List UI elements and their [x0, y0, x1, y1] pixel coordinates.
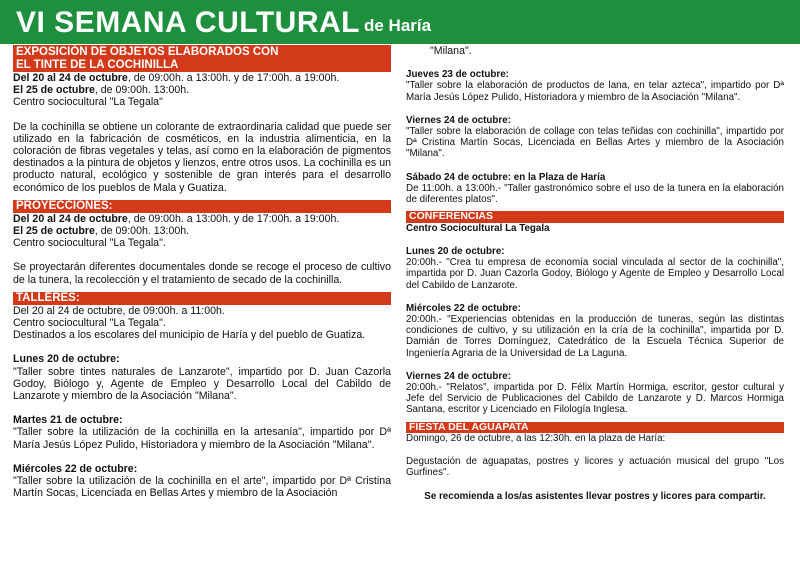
- taller-miercoles-text: "Taller sobre la utilización de la cochinilla en el arte", impartido por Dª Cristina Martín Socas, Licenciada en Bellas Artes y miembro de la Asociación: [13, 475, 391, 500]
- taller-martes-title-text: Martes 21 de octubre:: [13, 414, 123, 427]
- conf-lunes-title: [406, 246, 784, 257]
- exposicion-time-1: , de 09:00h. a 13:00h. y de 17:00h. a 19:00h.: [127, 72, 340, 84]
- proyecciones-date-2: El 25 de octubre: [13, 225, 95, 238]
- conferencias-place-text: Centro Sociocultural La Tegala: [406, 222, 550, 234]
- talleres-audience: Destinados a los escolares del municipio de Haría y del pueblo de Guatiza.: [13, 329, 366, 342]
- conf-viernes-text: 20:00h.- "Relatos", impartida por D. Félix Martín Hormiga, escritor, gestor cultural y Jefe del Servicio de Publicaciones del Cabildo de Lanzarote y D. Marcos Hormiga Santana, escritor y Licenciado en Filología Inglesa.: [406, 381, 784, 416]
- talleres-header: TALLERES:: [13, 292, 391, 305]
- fiesta-note: [406, 491, 784, 502]
- taller-miercoles-continued: "Milana".: [430, 45, 472, 57]
- exposicion-header-line1: EXPOSICIÓN DE OBJETOS ELABORADOS CON: [16, 46, 279, 58]
- banner-title: VI SEMANA CULTURAL: [16, 6, 360, 39]
- proyecciones-place: Centro sociocultural "La Tegala".: [13, 237, 166, 250]
- taller-miercoles-title: [13, 463, 391, 475]
- left-column: [13, 45, 391, 499]
- conf-viernes-title: [406, 371, 784, 382]
- taller-sabado-title: [406, 172, 784, 183]
- proyecciones-time-2: , de 09:00h. 13:00h.: [94, 225, 190, 238]
- taller-viernes-title-text: Viernes 24 de octubre:: [406, 114, 511, 126]
- conf-miercoles-title: [406, 303, 784, 314]
- conferencias-place: [406, 223, 784, 234]
- conf-lunes-text: 20:00h.- "Crea tu empresa de economía social vinculada al sector de la cochinilla", impartida por D. Juan Cazorla Godoy, Biólogo y Agente de Empleo y Desarrollo Local del Cabildo de Lanzarote.: [406, 257, 784, 291]
- exposicion-header-line2: EL TINTE DE LA COCHINILLA: [16, 58, 179, 71]
- conf-miercoles-title-text: Miércoles 22 de octubre:: [406, 302, 521, 314]
- taller-jueves-text: "Taller sobre la elaboración de productos de lana, en telar azteca", impartido por Dª María Jesús López Pulido, Historiadora y miembro de la Asociación "Milana".: [406, 80, 784, 103]
- exposicion-date-2: El 25 de octubre: [13, 84, 95, 97]
- fiesta-when: Domingo, 26 de octubre, a las 12:30h. en la plaza de Haría:: [406, 433, 666, 445]
- taller-jueves-title: [406, 69, 784, 80]
- taller-lunes-title-text: Lunes 20 de octubre:: [13, 353, 120, 366]
- taller-sabado-title-text: Sábado 24 de octubre: en la Plaza de Haría: [406, 171, 606, 183]
- conf-viernes-title-text: Viernes 24 de octubre:: [406, 370, 511, 382]
- taller-jueves-title-text: Jueves 23 de octubre:: [406, 69, 509, 81]
- proyecciones-description: Se proyectarán diferentes documentales donde se recoge el proceso de cultivo de la tunera, la recolección y el tratamiento de secado de la cochinilla.: [13, 261, 391, 286]
- fiesta-header: FIESTA DEL AGUAPATA: [406, 422, 784, 434]
- conferencias-header: CONFERENCIAS: [406, 211, 784, 223]
- conf-miercoles-text: 20:00h.- "Experiencias obtenidas en la producción de tuneras, según las distintas condiciones de cultivo, y su utilización en la cría de la cochinilla", impartida por D. Damián de Torres Domínguez, Catedrático de la Escuela Técnica Superior de Ingeniería Agraria de la Universidad de La Laguna.: [406, 313, 784, 359]
- proyecciones-schedule-2: [13, 225, 391, 237]
- taller-martes-text: "Taller sobre la utilización de la cochinilla en la artesanía", impartido por Dª María Jesús López Pulido, Historiadora y miembro de la Asociación "Milana".: [13, 426, 391, 451]
- taller-sabado-text: De 11:00h. a 13:00h.- "Taller gastronómico sobre el uso de la tunera en la elaboración de diferentes platos".: [406, 182, 784, 206]
- exposicion-date-1: Del 20 al 24 de octubre: [13, 72, 128, 84]
- proyecciones-header: PROYECCIONES:: [13, 200, 391, 213]
- talleres-place: Centro sociocultural "La Tegala".: [13, 317, 166, 330]
- banner-subtitle: de Haría: [364, 16, 432, 35]
- proyecciones-schedule-1: [13, 213, 391, 225]
- exposicion-schedule-1: [13, 72, 391, 84]
- fiesta-text: Degustación de aguapatas, postres y licores y actuación musical del grupo "Los Gurfines".: [406, 456, 784, 479]
- exposicion-place: Centro sociocultural "La Tegala": [13, 96, 163, 109]
- conf-lunes-title-text: Lunes 20 de octubre:: [406, 245, 505, 257]
- title-banner: [0, 0, 800, 44]
- taller-lunes-text: "Taller sobre tintes naturales de Lanzarote", impartido por D. Juan Cazorla Godoy, Biólogo y, Agente de Empleo y Desarrollo Local del Cabildo de Lanzarote y miembro de la Asociación "Milana".: [13, 365, 391, 403]
- taller-viernes-text: "Taller sobre la elaboración de collage con telas teñidas con cochinilla", impartido por Dª Cristina Martín Socas, Licenciada en Bellas Artes y miembro de la Asociación "Milana".: [406, 126, 784, 160]
- exposicion-header: [13, 45, 391, 72]
- right-column: [406, 45, 784, 502]
- proyecciones-date-1: Del 20 al 24 de octubre: [13, 212, 128, 225]
- exposicion-description: De la cochinilla se obtiene un colorante de extraordinaria calidad que puede ser utilizado en la fabricación de cosméticos, en la industria alimenticia, en la coloración de fibras vegetales y telas, así como en la elaboración de pigmentos destinados a la pintura de objetos y lienzos, entre otros usos. La cochinilla es un producto natural, ecológico y sostenible de gran interés para el desarrollo económico de los pueblos de Mala y Guatiza.: [13, 120, 391, 194]
- taller-lunes-title: [13, 353, 391, 365]
- proyecciones-time-1: , de 09:00h. a 13:00h. y de 17:00h. a 19:00h.: [127, 212, 340, 225]
- talleres-dates: Del 20 al 24 de octubre, de 09:00h. a 11:00h.: [13, 304, 225, 317]
- exposicion-schedule-2: [13, 84, 391, 96]
- fiesta-note-text: Se recomienda a los/as asistentes llevar postres y licores para compartir.: [424, 490, 766, 502]
- taller-viernes-title: [406, 115, 784, 126]
- exposicion-time-2: , de 09:00h. 13:00h.: [94, 84, 190, 97]
- taller-miercoles-title-text: Miércoles 22 de octubre:: [13, 462, 138, 475]
- taller-martes-title: [13, 414, 391, 426]
